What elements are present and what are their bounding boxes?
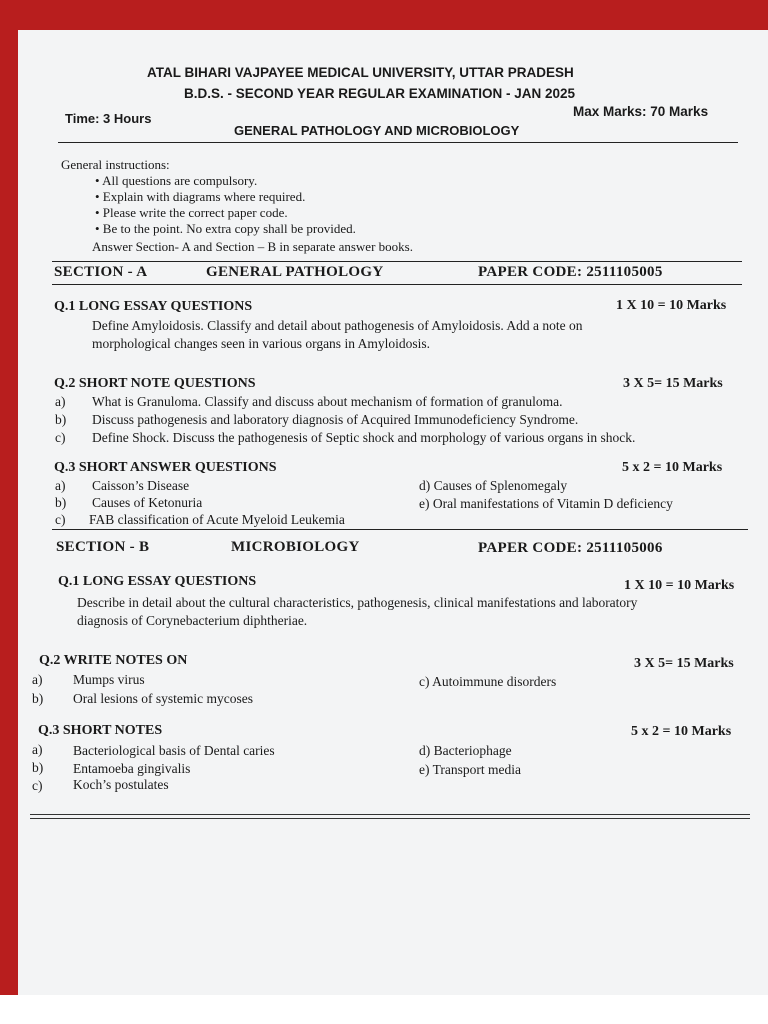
instruction-item: • Explain with diagrams where required.: [95, 189, 306, 204]
instruction-item: • Please write the correct paper code.: [95, 205, 288, 220]
exam-title: B.D.S. - SECOND YEAR REGULAR EXAMINATION - JAN 2025: [184, 86, 576, 101]
section-b-top-rule: [52, 529, 748, 530]
exam-paper: [18, 30, 768, 995]
sa-q2-item-text: Discuss pathogenesis and laboratory diagnosis of Acquired Immunodeficiency Syndrome.: [92, 412, 579, 427]
sa-q2-item-text: What is Granuloma. Classify and discuss about mechanism of formation of granuloma.: [92, 394, 563, 409]
exam-time: Time: 3 Hours: [65, 111, 152, 126]
section-a-top-rule: [52, 261, 742, 262]
sb-q3-right-item: d) Bacteriophage: [419, 743, 512, 758]
section-a-label: SECTION - A: [54, 264, 148, 280]
sb-q3-marks: 5 x 2 = 10 Marks: [631, 724, 732, 739]
sb-q1-marks: 1 X 10 = 10 Marks: [624, 578, 735, 593]
sb-q3-item-text: Koch’s postulates: [73, 777, 169, 792]
sb-q2-title: Q.2 WRITE NOTES ON: [39, 653, 188, 668]
sb-q2-item-text: Oral lesions of systemic mycoses: [73, 691, 253, 706]
subject-title: GENERAL PATHOLOGY AND MICROBIOLOGY: [234, 123, 520, 138]
sb-q1-text-line1: Describe in detail about the cultural characteristics, pathogenesis, clinical manifestations and laboratory: [77, 595, 638, 610]
section-a-paper-code: PAPER CODE: 2511105005: [478, 264, 663, 280]
sa-q3-right-item: e) Oral manifestations of Vitamin D deficiency: [419, 496, 673, 511]
sa-q3-item-text: FAB classification of Acute Myeloid Leukemia: [89, 512, 345, 527]
instructions-heading: General instructions:: [61, 157, 170, 172]
university-title: ATAL BIHARI VAJPAYEE MEDICAL UNIVERSITY, UTTAR PRADESH: [147, 65, 574, 80]
section-a-bottom-rule: [52, 284, 742, 285]
sa-q3-marks: 5 x 2 = 10 Marks: [622, 460, 723, 475]
sb-q3-title: Q.3 SHORT NOTES: [38, 723, 163, 738]
sb-q2-item-text: Mumps virus: [73, 672, 145, 687]
sb-q3-item-letter: c): [32, 778, 43, 793]
sb-q2-item-letter: a): [32, 672, 43, 687]
sb-q2-right-item: c) Autoimmune disorders: [419, 674, 557, 689]
sa-q3-right-item: d) Causes of Splenomegaly: [419, 478, 568, 493]
sa-q2-title: Q.2 SHORT NOTE QUESTIONS: [54, 376, 256, 391]
sa-q3-title: Q.3 SHORT ANSWER QUESTIONS: [54, 460, 277, 475]
sa-q3-item-letter: a): [55, 478, 66, 493]
section-a-name: GENERAL PATHOLOGY: [206, 264, 384, 280]
sb-q3-item-text: Bacteriological basis of Dental caries: [73, 743, 275, 758]
sa-q1-marks: 1 X 10 = 10 Marks: [616, 298, 727, 313]
sa-q1-text-line1: Define Amyloidosis. Classify and detail about pathogenesis of Amyloidosis. Add a note on: [92, 318, 583, 333]
section-b-name: MICROBIOLOGY: [231, 539, 360, 555]
instruction-item: • All questions are compulsory.: [95, 173, 258, 188]
sa-q1-text-line2: morphological changes seen in various organs in Amyloidosis.: [92, 336, 430, 351]
footer-double-rule: [30, 814, 750, 819]
header-divider: [58, 142, 738, 143]
sa-q3-item-text: Caisson’s Disease: [92, 478, 190, 493]
sa-q1-title: Q.1 LONG ESSAY QUESTIONS: [54, 299, 253, 314]
background-surface: [0, 995, 768, 1024]
section-b-label: SECTION - B: [56, 539, 150, 555]
sb-q2-marks: 3 X 5= 15 Marks: [634, 656, 734, 671]
sa-q2-item-letter: a): [55, 394, 66, 409]
sb-q3-item-letter: a): [32, 742, 43, 757]
instruction-item: • Be to the point. No extra copy shall be provided.: [95, 221, 356, 236]
sa-q3-item-text: Causes of Ketonuria: [92, 495, 203, 510]
sb-q1-title: Q.1 LONG ESSAY QUESTIONS: [58, 574, 257, 589]
max-marks: Max Marks: 70 Marks: [573, 104, 709, 119]
sb-q3-right-item: e) Transport media: [419, 762, 521, 777]
instructions-note: Answer Section- A and Section – B in separate answer books.: [92, 239, 413, 254]
section-b-paper-code: PAPER CODE: 2511105006: [478, 540, 663, 556]
sa-q2-item-text: Define Shock. Discuss the pathogenesis of Septic shock and morphology of various organs in shock.: [92, 430, 636, 445]
sa-q2-marks: 3 X 5= 15 Marks: [623, 376, 723, 391]
sb-q2-item-letter: b): [32, 691, 44, 706]
sa-q2-item-letter: c): [55, 430, 66, 445]
sa-q3-item-letter: b): [55, 495, 67, 510]
sb-q3-item-letter: b): [32, 760, 44, 775]
sa-q3-item-letter: c): [55, 512, 66, 527]
sb-q1-text-line2: diagnosis of Corynebacterium diphtheriae.: [77, 613, 308, 628]
sa-q2-item-letter: b): [55, 412, 67, 427]
sb-q3-item-text: Entamoeba gingivalis: [73, 761, 191, 776]
